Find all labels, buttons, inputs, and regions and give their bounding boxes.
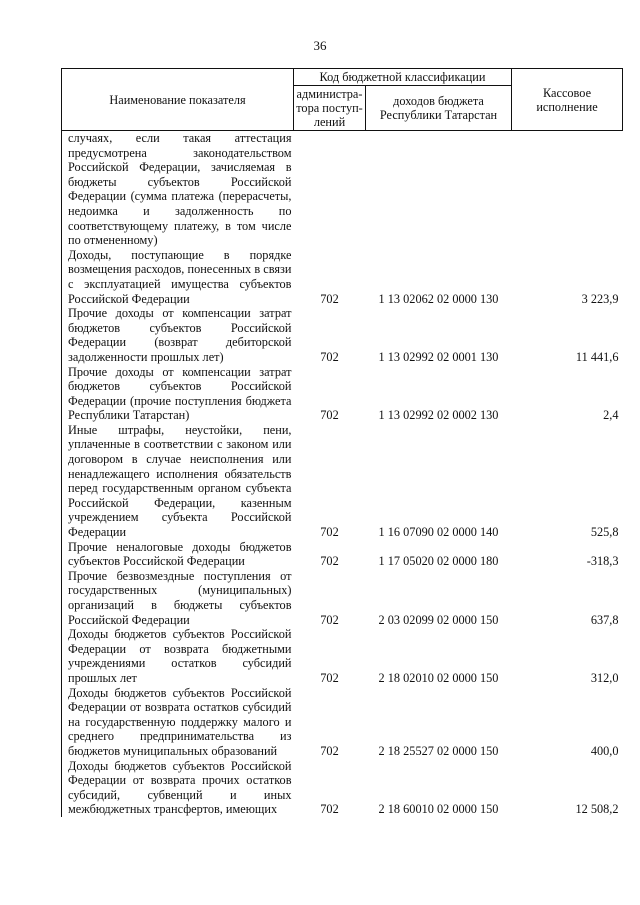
row-name: случаях, если такая аттестация предусмотрена законодательством Российской Федерации, зачисляемая в бюджеты субъектов Российской Федерации (сумма платежа (перерасчеты, недоимка и задолженность по соответствующему платежу, в том числе по отмененному)	[62, 131, 294, 248]
table-row	[62, 569, 623, 627]
row-admin-code: 702	[320, 291, 339, 306]
page-number: 36	[313, 38, 327, 53]
row-income-code: 2 18 02010 02 0000 150	[378, 670, 499, 685]
row-income-code: 1 13 02992 02 0002 130	[378, 408, 499, 423]
row-amount	[512, 131, 623, 248]
row-admin-code: 702	[320, 349, 339, 364]
table-row	[62, 540, 623, 569]
row-amount: 11 441,6	[575, 349, 619, 364]
row-income-code	[366, 131, 512, 248]
row-amount: 12 508,2	[575, 802, 619, 817]
row-name: Доходы бюджетов субъектов Российской Федерации от возврата прочих остатков субсидий, субвенций и иных межбюджетных трансфертов, имеющих	[62, 759, 294, 817]
table-row	[62, 365, 623, 423]
table-row	[62, 306, 623, 364]
row-amount: 637,8	[590, 612, 619, 627]
table-row	[62, 686, 623, 759]
budget-report-table	[61, 68, 623, 817]
table-row	[62, 759, 623, 817]
row-income-code: 1 13 02062 02 0000 130	[378, 291, 499, 306]
row-name: Иные штрафы, неустойки, пени, уплаченные в соответствии с законом или договором в случае неисполнения или ненадлежащего исполнения обязательств перед государственным органом субъекта Российской Федерации, казенным учреждением субъекта Российской Федерации	[62, 423, 294, 540]
row-admin-code: 702	[320, 408, 339, 423]
table-row	[62, 131, 623, 248]
row-amount: -318,3	[586, 554, 619, 569]
row-income-code: 1 13 02992 02 0001 130	[378, 349, 499, 364]
row-income-code: 2 03 02099 02 0000 150	[378, 612, 499, 627]
table-row	[62, 627, 623, 685]
row-admin-code: 702	[320, 612, 339, 627]
row-admin-code: 702	[320, 554, 339, 569]
row-name: Доходы бюджетов субъектов Российской Федерации от возврата остатков субсидий на государственную поддержку малого и среднего предпринимательства из бюджетов муниципальных образований	[62, 686, 294, 759]
row-income-code: 1 16 07090 02 0000 140	[378, 525, 499, 540]
header-income: доходов бюджета Республики Татарстан	[366, 86, 512, 131]
row-income-code: 1 17 05020 02 0000 180	[378, 554, 499, 569]
header-indicator-name: Наименование показателя	[62, 69, 294, 131]
row-amount: 2,4	[603, 408, 619, 423]
row-amount: 3 223,9	[581, 291, 619, 306]
table-row	[62, 423, 623, 540]
header-amount: Кассовое исполнение	[512, 69, 623, 131]
row-name: Прочие безвозмездные поступления от государственных (муниципальных) организаций в бюджеты субъектов Российской Федерации	[62, 569, 294, 627]
header-code-group: Код бюджетной классификации	[294, 69, 512, 86]
row-amount: 525,8	[590, 525, 619, 540]
row-admin-code: 702	[320, 670, 339, 685]
row-name: Доходы бюджетов субъектов Российской Федерации от возврата бюджетными учреждениями остатков субсидий прошлых лет	[62, 627, 294, 685]
row-admin-code: 702	[320, 525, 339, 540]
row-income-code: 2 18 25527 02 0000 150	[378, 743, 499, 758]
row-admin-code: 702	[320, 743, 339, 758]
row-name: Прочие доходы от компенсации затрат бюджетов субъектов Российской Федерации (прочие поступления бюджета Республики Татарстан)	[62, 365, 294, 423]
row-name: Прочие доходы от компенсации затрат бюджетов субъектов Российской Федерации (возврат дебиторской задолженности прошлых лет)	[62, 306, 294, 364]
row-income-code: 2 18 60010 02 0000 150	[378, 802, 499, 817]
row-admin-code	[294, 131, 366, 248]
row-admin-code: 702	[320, 802, 339, 817]
row-amount: 312,0	[590, 670, 619, 685]
table-row	[62, 248, 623, 306]
header-admin: администра-тора поступ-лений	[294, 86, 366, 131]
row-name: Доходы, поступающие в порядке возмещения расходов, понесенных в связи с эксплуатацией имущества субъектов Российской Федерации	[62, 248, 294, 306]
row-name: Прочие неналоговые доходы бюджетов субъектов Российской Федерации	[62, 540, 294, 569]
row-amount: 400,0	[590, 743, 619, 758]
